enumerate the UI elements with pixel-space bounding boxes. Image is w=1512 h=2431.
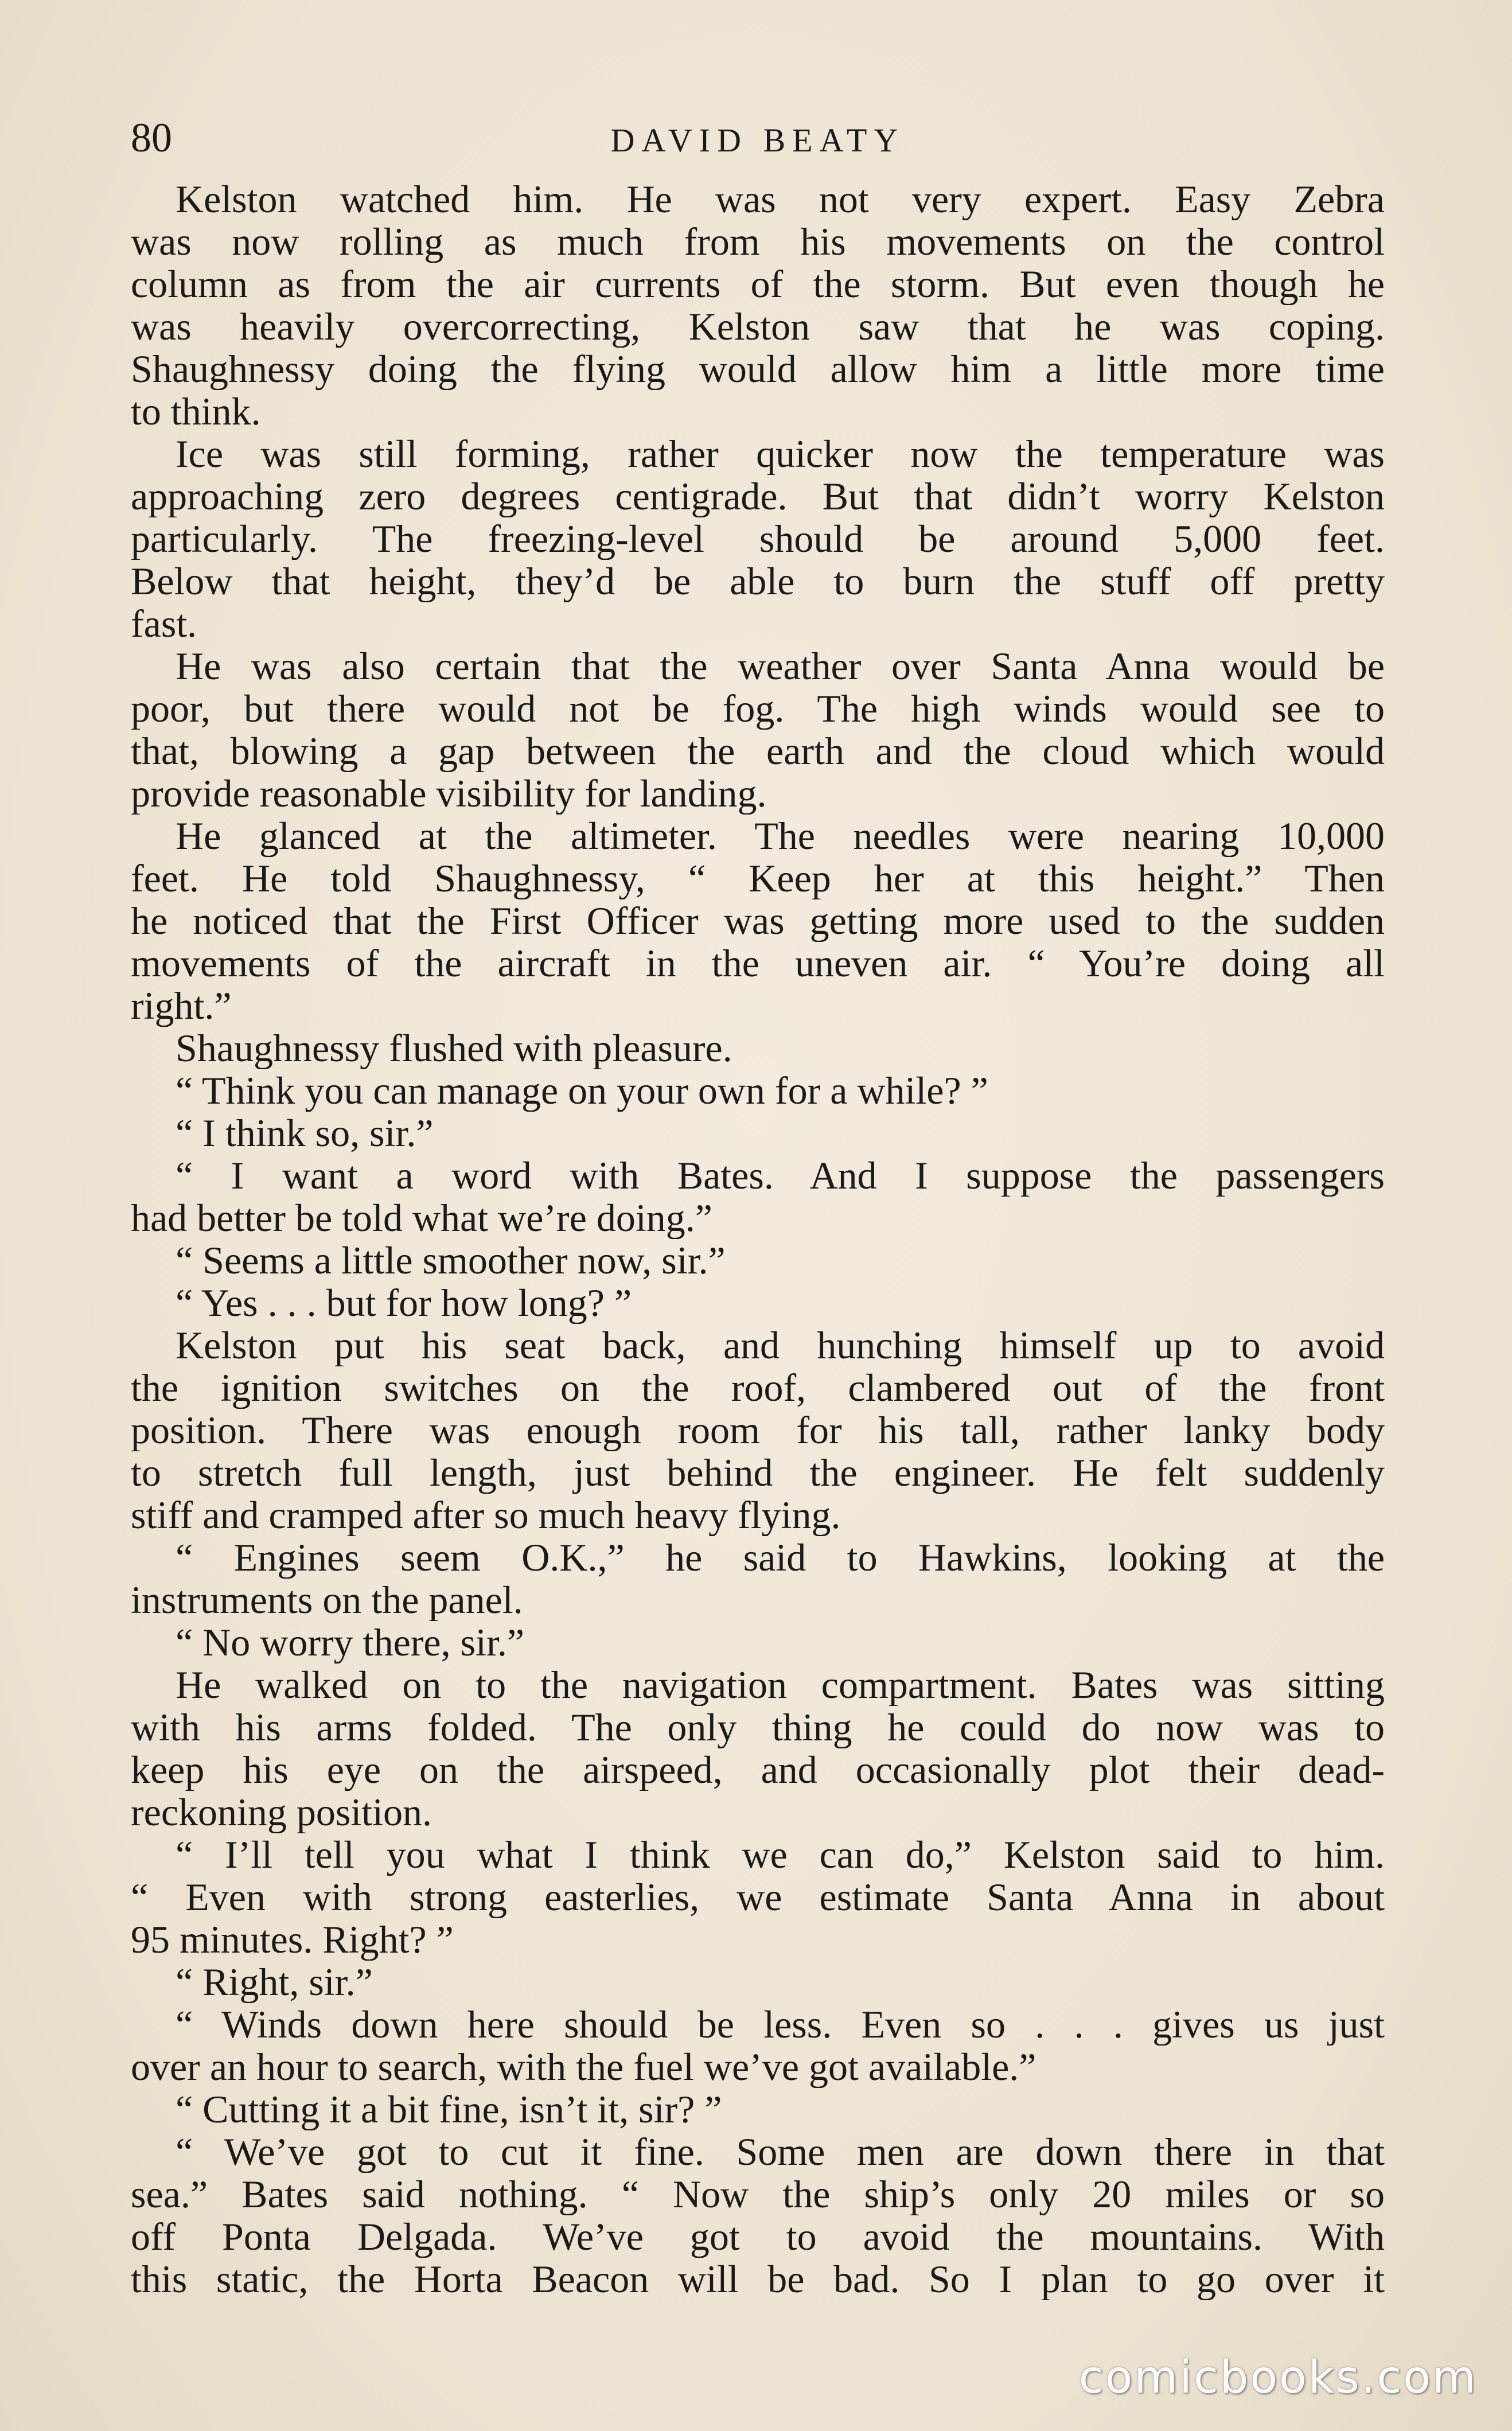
text-line: had better be told what we’re doing.” [131,1197,712,1239]
text-line: “ Cutting it a bit fine, isn’t it, sir? ” [176,2088,722,2130]
text-line: sea.” Bates said nothing. “ Now the ship’s only 20 miles or so [131,2173,1385,2215]
text-line: off Ponta Delgada. We’ve got to avoid the mountains. With [131,2215,1385,2258]
text-line: reckoning position. [131,1791,432,1833]
text-line: “ I think so, sir.” [176,1112,434,1154]
text-line: position. There was enough room for his tall, rather lanky body [131,1409,1385,1451]
text-line: particularly. The freezing-level should be around 5,000 feet. [131,517,1385,560]
text-line: that, blowing a gap between the earth and the cloud which would [131,730,1385,772]
text-line: stiff and cramped after so much heavy flying. [131,1494,841,1536]
text-line: “ We’ve got to cut it fine. Some men are down there in that [176,2130,1385,2173]
text-line: “ I want a word with Bates. And I suppose the passengers [176,1154,1385,1197]
page-number: 80 [131,115,172,161]
text-line: “ Yes . . . but for how long? ” [176,1281,632,1324]
text-line: Kelston put his seat back, and hunching himself up to avoid [176,1324,1385,1366]
text-line: Below that height, they’d be able to burn the stuff off pretty [131,560,1385,602]
text-line: poor, but there would not be fog. The high winds would see to [131,687,1385,730]
text-line: this static, the Horta Beacon will be bad. So I plan to go over it [131,2258,1385,2300]
text-line: instruments on the panel. [131,1579,523,1621]
body-text [131,178,1385,2300]
text-line: Shaughnessy doing the flying would allow him a little more time [131,348,1385,390]
text-line: Kelston watched him. He was not very expert. Easy Zebra [176,178,1385,220]
text-line: “ I’ll tell you what I think we can do,” Kelston said to him. [176,1833,1385,1876]
text-line: 95 minutes. Right? ” [131,1918,454,1961]
text-line: “ Even with strong easterlies, we estimate Santa Anna in about [131,1876,1385,1918]
text-line: the ignition switches on the roof, clambered out of the front [131,1366,1385,1409]
text-line: movements of the aircraft in the uneven air. “ You’re doing all [131,942,1385,984]
text-line: feet. He told Shaughnessy, “ Keep her at this height.” Then [131,857,1385,899]
running-head: DAVID BEATY [610,122,905,159]
text-line: keep his eye on the airspeed, and occasionally plot their dead- [131,1748,1385,1791]
text-line: was now rolling as much from his movements on the control [131,220,1385,263]
text-line: column as from the air currents of the storm. But even though he [131,263,1385,305]
text-line: “ Right, sir.” [176,1961,373,2003]
text-line: over an hour to search, with the fuel we’ve got available.” [131,2046,1036,2088]
text-line: He walked on to the navigation compartment. Bates was sitting [176,1663,1385,1706]
page-header [131,115,1385,161]
text-line: He glanced at the altimeter. The needles were nearing 10,000 [176,815,1385,857]
text-line: Ice was still forming, rather quicker now the temperature was [176,433,1385,475]
text-line: “ Engines seem O.K.,” he said to Hawkins, looking at the [176,1536,1385,1579]
text-line: “ Winds down here should be less. Even so . . . gives us just [176,2003,1385,2046]
text-line: approaching zero degrees centigrade. But that didn’t worry Kelston [131,475,1385,517]
text-line: “ No worry there, sir.” [176,1621,525,1663]
text-line: to stretch full length, just behind the engineer. He felt suddenly [131,1451,1385,1494]
text-line: provide reasonable visibility for landing. [131,772,767,815]
text-line: “ Seems a little smoother now, sir.” [176,1239,726,1281]
text-line: he noticed that the First Officer was getting more used to the sudden [131,899,1385,942]
text-line: “ Think you can manage on your own for a while? ” [176,1069,988,1112]
text-line: He was also certain that the weather over Santa Anna would be [176,645,1385,687]
text-line: right.” [131,984,232,1027]
text-line: fast. [131,602,197,645]
text-line: was heavily overcorrecting, Kelston saw that he was coping. [131,305,1385,348]
text-line: with his arms folded. The only thing he could do now was to [131,1706,1385,1748]
watermark: comicbooks.com [1078,2352,1478,2403]
text-line: Shaughnessy flushed with pleasure. [176,1027,732,1069]
text-line: to think. [131,390,261,433]
